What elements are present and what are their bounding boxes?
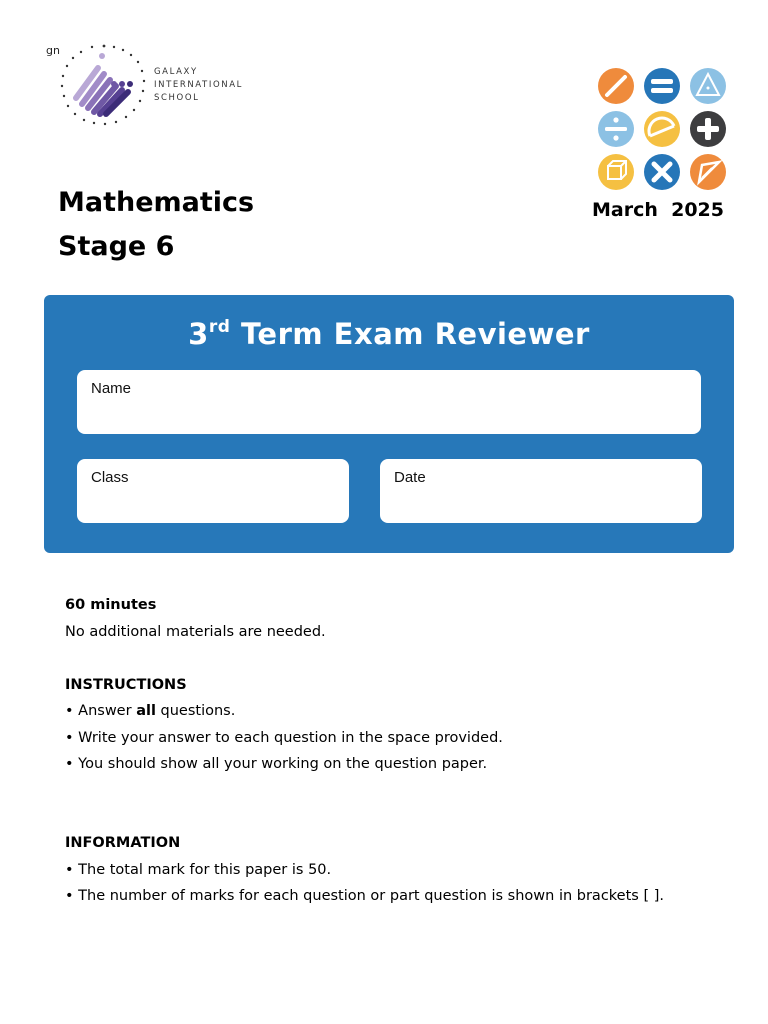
instructions-heading: INSTRUCTIONS bbox=[65, 677, 187, 693]
divide-icon bbox=[598, 111, 634, 147]
stage-title: Stage 6 bbox=[58, 231, 175, 262]
equals-icon bbox=[644, 68, 680, 104]
school-name-line: SCHOOL bbox=[154, 93, 200, 103]
date-label: Date bbox=[394, 469, 426, 486]
information-heading: INFORMATION bbox=[65, 835, 181, 851]
exam-title bbox=[44, 317, 734, 351]
triangle-ruler-icon bbox=[690, 68, 726, 104]
instruction-item: • Write your answer to each question in the space provided. bbox=[65, 730, 503, 746]
materials-text: No additional materials are needed. bbox=[65, 624, 326, 640]
name-label: Name bbox=[91, 380, 132, 397]
logo-stripes bbox=[76, 68, 128, 114]
logo-gn-mark: gn bbox=[46, 44, 60, 57]
exam-title-text: Term Exam Reviewer bbox=[230, 317, 590, 351]
school-name-line: GALAXY bbox=[154, 67, 198, 77]
set-square-icon bbox=[690, 154, 726, 190]
cube-icon bbox=[598, 154, 634, 190]
information-item: • The number of marks for each question or part question is shown in brackets [ ]. bbox=[65, 888, 664, 904]
class-field[interactable] bbox=[77, 459, 349, 523]
class-label: Class bbox=[91, 469, 129, 486]
multiply-icon bbox=[644, 154, 680, 190]
name-field[interactable] bbox=[77, 370, 701, 434]
instruction-item: • You should show all your working on the question paper. bbox=[65, 756, 488, 772]
exam-date: March 2025 bbox=[592, 199, 724, 221]
logo-dots bbox=[99, 53, 133, 87]
exam-title-ordinal: rd bbox=[208, 317, 231, 337]
information-item: • The total mark for this paper is 50. bbox=[65, 862, 332, 878]
instruction-emphasis: all bbox=[136, 703, 156, 719]
date-field[interactable] bbox=[380, 459, 702, 523]
subject-title: Mathematics bbox=[58, 187, 255, 218]
instruction-text: • Answer bbox=[65, 703, 137, 719]
exam-header-panel bbox=[44, 295, 734, 553]
school-name bbox=[154, 66, 243, 105]
plus-icon bbox=[690, 111, 726, 147]
duration-text: 60 minutes bbox=[65, 597, 157, 613]
exam-title-number: 3 bbox=[188, 317, 209, 351]
instruction-text: questions. bbox=[155, 703, 236, 719]
school-logo bbox=[56, 40, 152, 132]
pencil-icon bbox=[598, 68, 634, 104]
math-icons-grid bbox=[594, 64, 732, 194]
protractor-icon bbox=[644, 111, 680, 147]
school-name-line: INTERNATIONAL bbox=[154, 80, 243, 90]
instruction-item bbox=[65, 703, 235, 719]
